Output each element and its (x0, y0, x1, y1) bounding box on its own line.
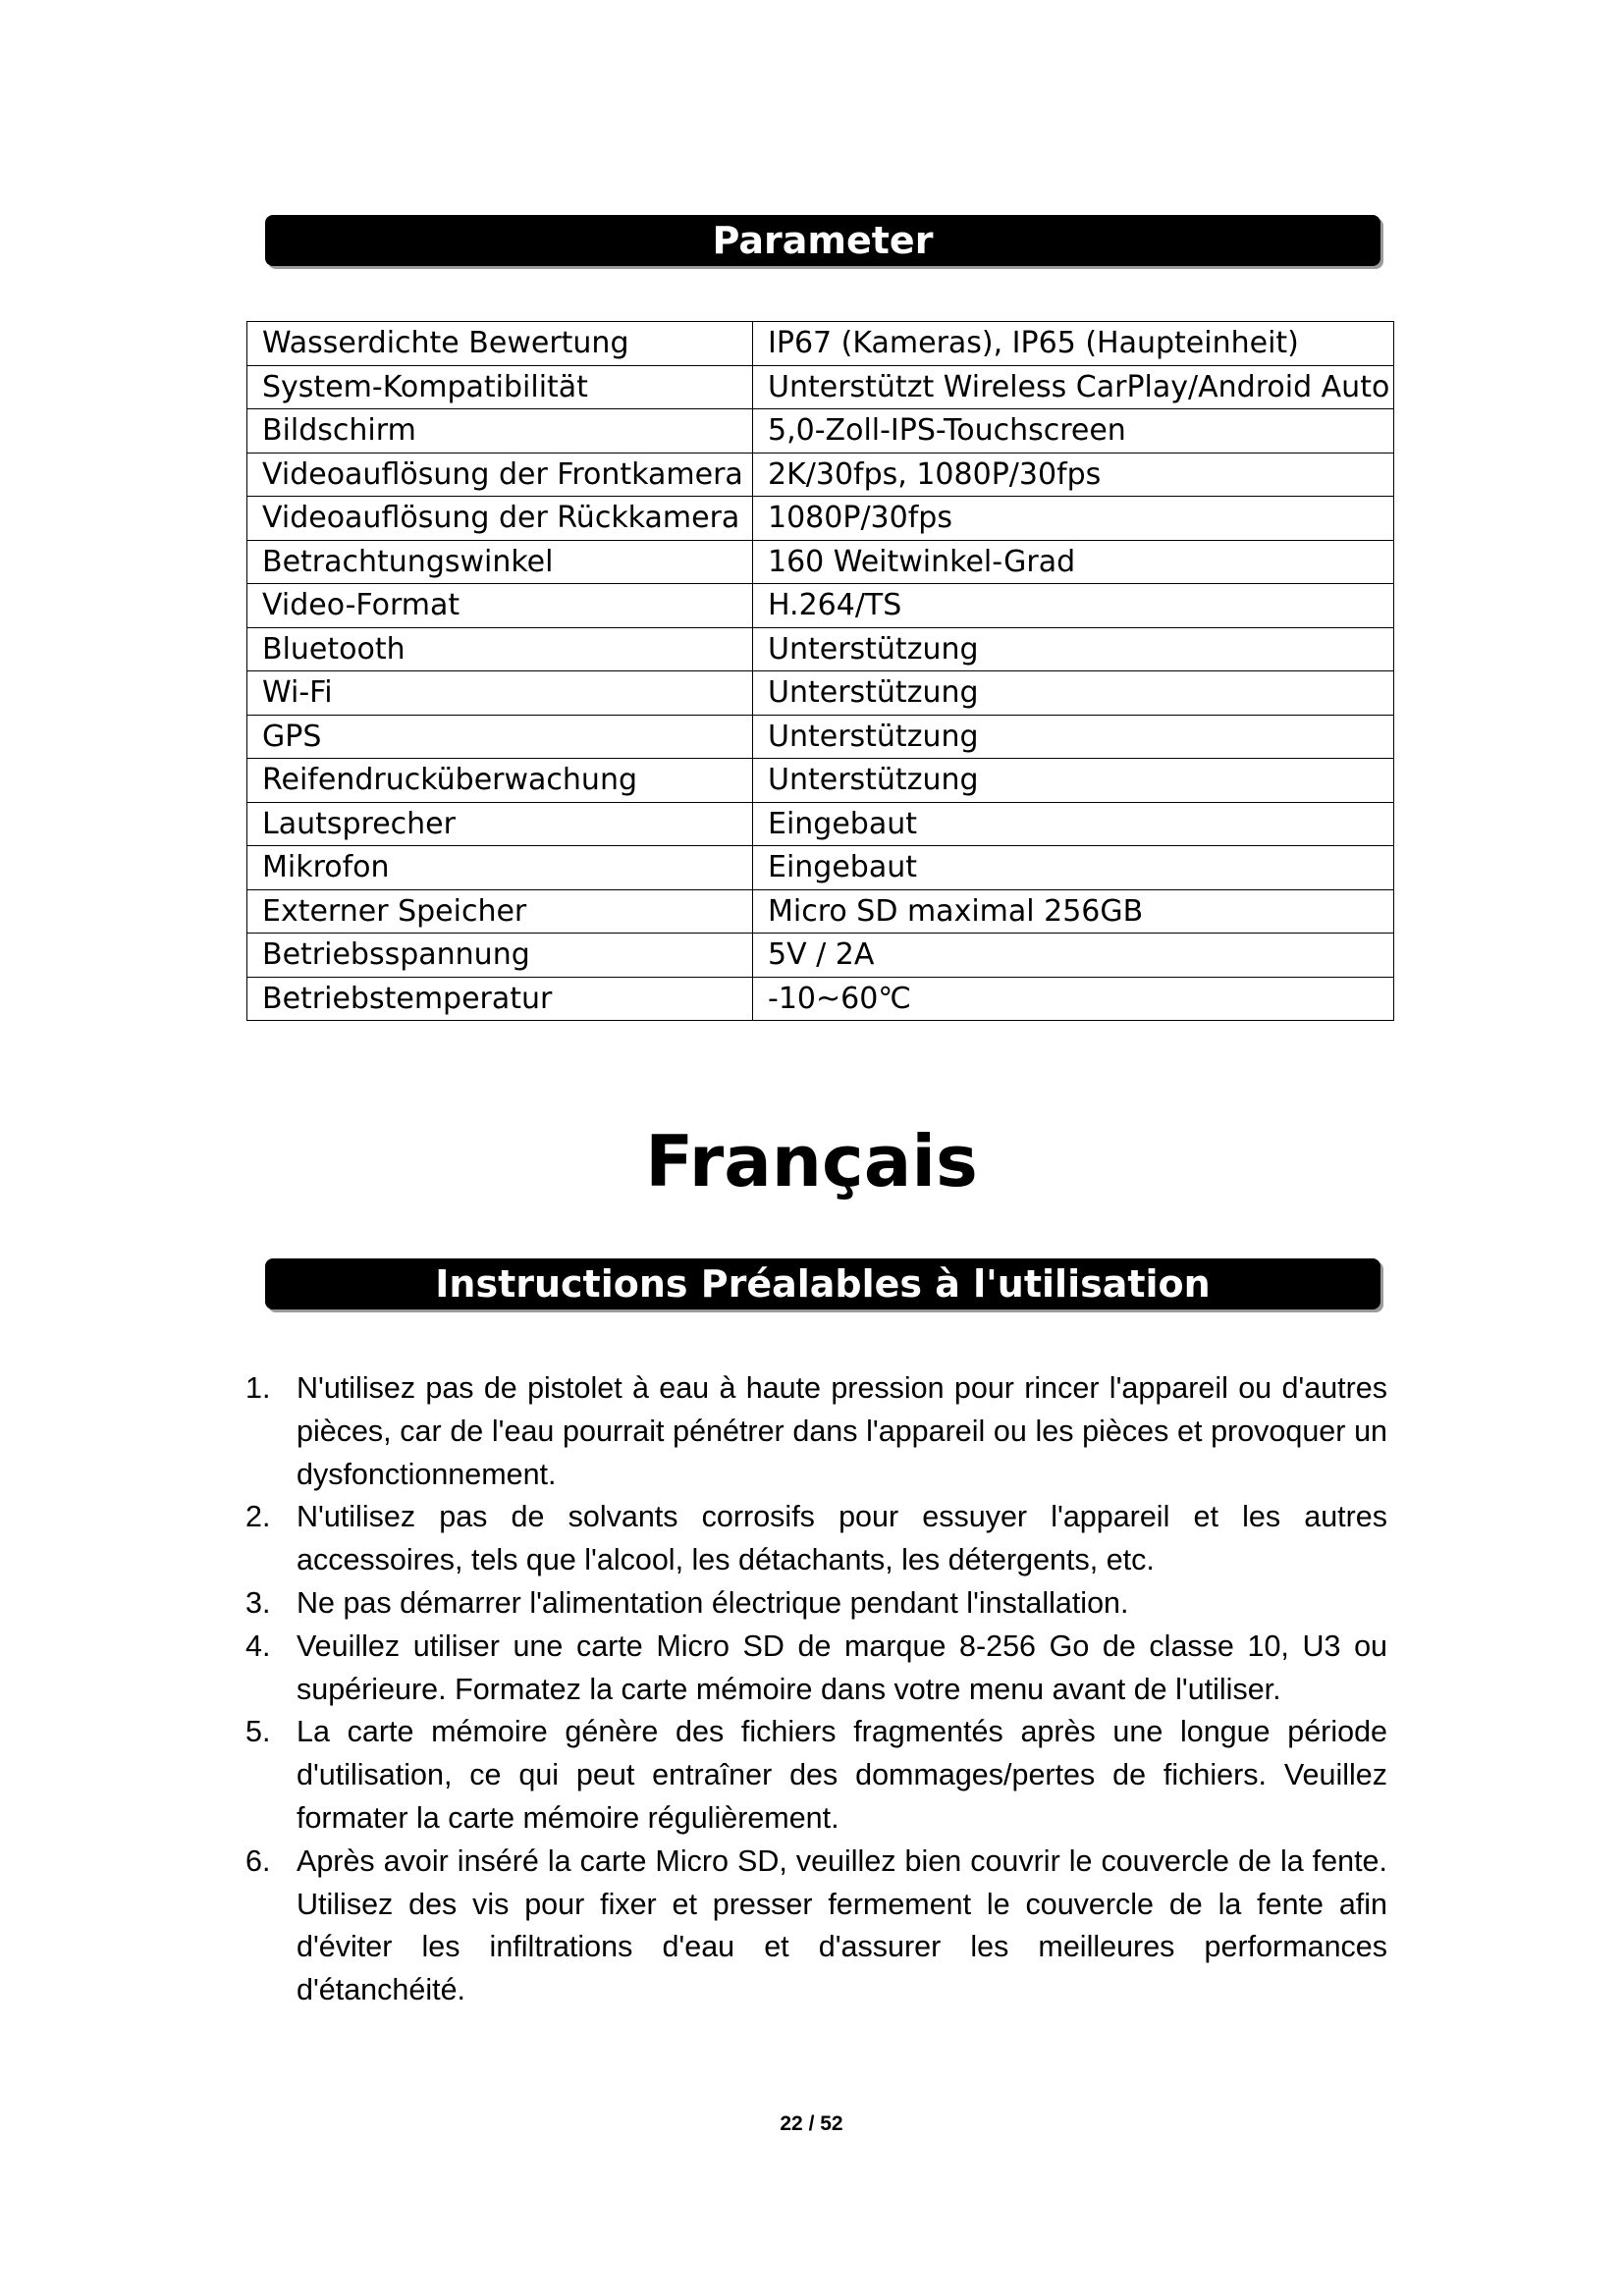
spec-label: Betriebsspannung (247, 934, 753, 978)
instruction-text: N'utilisez pas de solvants corrosifs pour essuyer l'appareil et les autres accessoires, tels que l'alcool, les détachants, les détergents, etc. (297, 1500, 1387, 1577)
spec-row (247, 934, 1394, 978)
instruction-number: 2. (245, 1500, 271, 1534)
spec-value: Unterstützt Wireless CarPlay/Android Auto (753, 365, 1394, 409)
spec-row (247, 453, 1394, 497)
instructions-heading-banner (265, 1258, 1380, 1309)
spec-label: Mikrofon (247, 846, 753, 890)
spec-value: 5V / 2A (753, 934, 1394, 978)
spec-label: Videoauflösung der Frontkamera (247, 453, 753, 497)
spec-value: -10~60℃ (753, 977, 1394, 1021)
parameter-heading-banner (265, 215, 1380, 266)
spec-value: Unterstützung (753, 627, 1394, 671)
spec-value: Unterstützung (753, 715, 1394, 759)
spec-label: Lautsprecher (247, 802, 753, 846)
instruction-item (245, 1582, 1387, 1626)
spec-row (247, 846, 1394, 890)
spec-label: Videoauflösung der Rückkamera (247, 497, 753, 541)
instruction-item (245, 1496, 1387, 1582)
instruction-number: 5. (245, 1715, 271, 1749)
spec-label: System-Kompatibilität (247, 365, 753, 409)
spec-value: IP67 (Kameras), IP65 (Haupteinheit) (753, 322, 1394, 366)
specs-table-body (247, 322, 1394, 1021)
instructions-list (245, 1367, 1387, 2012)
instruction-number: 4. (245, 1629, 271, 1663)
instruction-text: Veuillez utiliser une carte Micro SD de marque 8-256 Go de classe 10, U3 ou supérieure. Formatez la carte mémoire dans votre menu avant de l'utiliser. (297, 1629, 1387, 1706)
spec-value: 5,0-Zoll-IPS-Touchscreen (753, 409, 1394, 454)
spec-value: 160 Weitwinkel-Grad (753, 540, 1394, 584)
specs-table (246, 321, 1394, 1021)
spec-row (247, 759, 1394, 803)
spec-label: Bildschirm (247, 409, 753, 454)
instruction-text: La carte mémoire génère des fichiers fragmentés après une longue période d'utilisation, ce qui peut entraîner des dommages/pertes de fichiers. Veuillez formater la carte mémoire régulièrement. (297, 1715, 1387, 1835)
spec-value: 1080P/30fps (753, 497, 1394, 541)
spec-value: H.264/TS (753, 584, 1394, 628)
spec-row (247, 409, 1394, 454)
instruction-item (245, 1626, 1387, 1712)
spec-row (247, 497, 1394, 541)
spec-value: Unterstützung (753, 671, 1394, 716)
spec-value: Unterstützung (753, 759, 1394, 803)
spec-label: Wi-Fi (247, 671, 753, 716)
instructions-heading: Instructions Préalables à l'utilisation (435, 1262, 1211, 1306)
spec-value: 2K/30fps, 1080P/30fps (753, 453, 1394, 497)
instruction-text: N'utilisez pas de pistolet à eau à haute pression pour rincer l'appareil ou d'autres pièces, car de l'eau pourrait pénétrer dans l'appareil ou les pièces et provoquer un dysfonctionnement. (297, 1371, 1387, 1491)
spec-label: Betriebstemperatur (247, 977, 753, 1021)
spec-label: Bluetooth (247, 627, 753, 671)
instruction-number: 1. (245, 1371, 271, 1405)
spec-row (247, 627, 1394, 671)
parameter-heading: Parameter (712, 219, 934, 262)
spec-row (247, 802, 1394, 846)
instruction-item (245, 1711, 1387, 1840)
spec-label: GPS (247, 715, 753, 759)
page-number: 22 / 52 (780, 2112, 843, 2135)
spec-value: Eingebaut (753, 846, 1394, 890)
spec-row (247, 671, 1394, 716)
spec-label: Video-Format (247, 584, 753, 628)
spec-row (247, 715, 1394, 759)
spec-row (247, 540, 1394, 584)
language-heading: Français (645, 1120, 978, 1202)
spec-label: Betrachtungswinkel (247, 540, 753, 584)
spec-value: Micro SD maximal 256GB (753, 889, 1394, 934)
instruction-item (245, 1841, 1387, 2012)
spec-row (247, 889, 1394, 934)
instruction-text: Ne pas démarrer l'alimentation électrique pendant l'installation. (297, 1585, 1129, 1620)
spec-row (247, 584, 1394, 628)
instruction-item (245, 1367, 1387, 1496)
spec-label: Externer Speicher (247, 889, 753, 934)
spec-row (247, 322, 1394, 366)
instruction-number: 6. (245, 1843, 271, 1878)
instruction-number: 3. (245, 1585, 271, 1620)
spec-row (247, 365, 1394, 409)
spec-label: Reifendrucküberwachung (247, 759, 753, 803)
spec-label: Wasserdichte Bewertung (247, 322, 753, 366)
spec-row (247, 977, 1394, 1021)
spec-value: Eingebaut (753, 802, 1394, 846)
instruction-text: Après avoir inséré la carte Micro SD, veuillez bien couvrir le couvercle de la fente. Utilisez des vis pour fixer et presser fermement le couvercle de la fente afin d'éviter les infiltrations d'eau et d'assurer les meilleures performances d'étanchéité. (297, 1843, 1387, 2007)
